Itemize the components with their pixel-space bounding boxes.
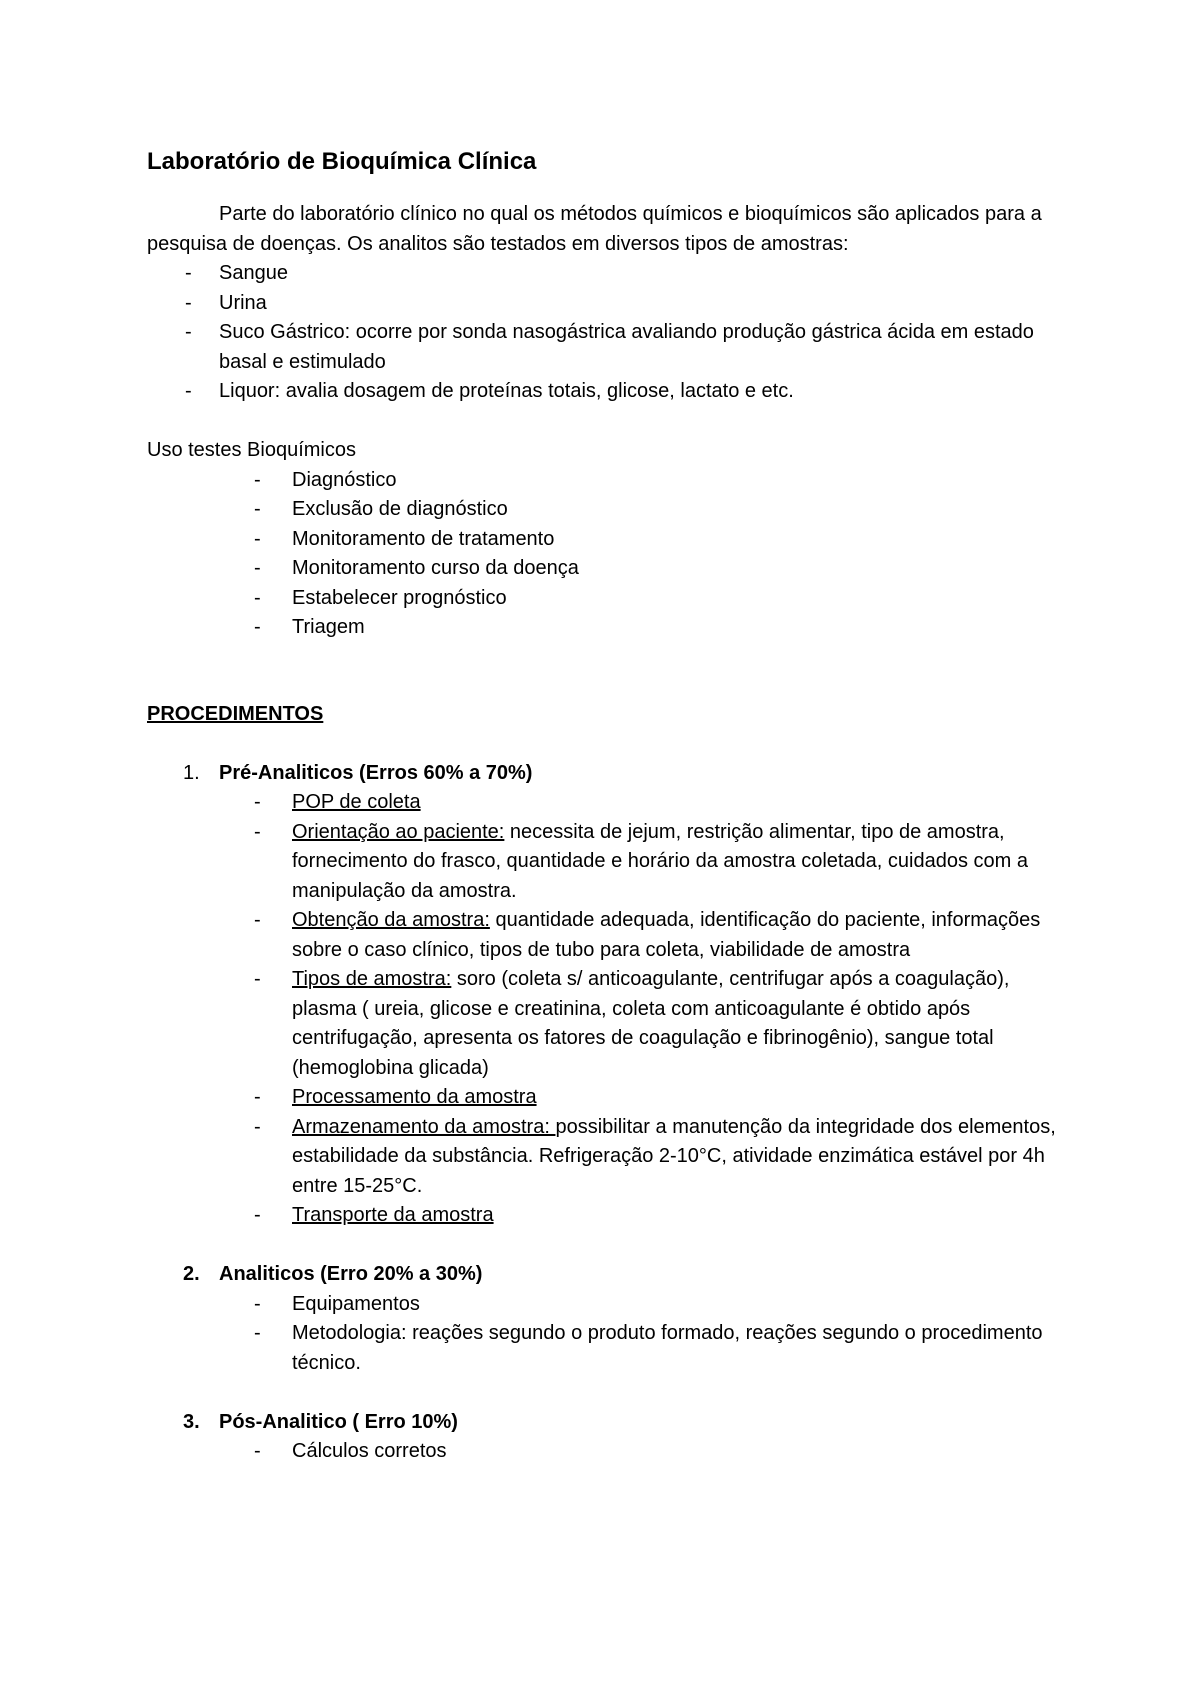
item-label: Transporte da amostra <box>292 1204 494 1226</box>
section-number: 1. <box>183 761 200 784</box>
uses-list <box>147 466 1077 643</box>
item-label: Orientação ao paciente: <box>292 820 505 843</box>
spacer <box>147 729 1077 759</box>
list-item: - Diagnóstico <box>147 466 1077 496</box>
list-item <box>147 1083 1077 1113</box>
list-item: - Triagem <box>147 613 1077 643</box>
section-title: Analiticos (Erro 20% a 30%) <box>219 1263 483 1285</box>
item-label: Processamento da amostra <box>292 1086 537 1108</box>
item-text: quantidade adequada, identificação do paciente, informações sobre o caso clínico, tipos de tubo para coleta, viabilidade de amostra <box>292 909 1041 961</box>
item-label: Obtenção da amostra: <box>292 909 490 931</box>
uses-heading: Uso testes Bioquímicos <box>147 439 356 461</box>
document-body <box>147 146 1077 1467</box>
list-item: - Urina <box>147 289 1077 319</box>
item-label: Tipos de amostra: <box>292 968 452 990</box>
sample-types-list <box>147 259 1077 407</box>
list-item: - Monitoramento curso da doença <box>147 554 1077 584</box>
item-label: POP de coleta <box>292 791 421 813</box>
section-title: Pós-Analitico ( Erro 10%) <box>219 1410 458 1433</box>
list-item: - Equipamentos <box>147 1290 1077 1320</box>
list-item: - Liquor: avalia dosagem de proteínas totais, glicose, lactato e etc. <box>147 377 1077 407</box>
spacer <box>147 643 1077 700</box>
list-item <box>147 906 1077 965</box>
spacer <box>147 1378 1077 1408</box>
section-number: 3. <box>183 1410 200 1433</box>
item-text: necessita de jejum, restrição alimentar, tipo de amostra, fornecimento do frasco, quantidade e horário da amostra coletada, cuidados com a manipulação da amostra. <box>292 820 1028 902</box>
spacer <box>147 407 1077 437</box>
section-number: 2. <box>183 1263 200 1285</box>
list-item: - Sangue <box>147 259 1077 289</box>
analytic-heading <box>147 1260 1077 1290</box>
list-item: - Metodologia: reações segundo o produto formado, reações segundo o procedimento técnico. <box>147 1319 1077 1378</box>
list-item: - Exclusão de diagnóstico <box>147 495 1077 525</box>
list-item <box>147 965 1077 1083</box>
list-item: - Cálculos corretos <box>147 1437 1077 1467</box>
intro-paragraph: Parte do laboratório clínico no qual os métodos químicos e bioquímicos são aplicados para a pesquisa de doenças. Os analitos são testados em diversos tipos de amostras: <box>147 203 1042 255</box>
item-text: soro (coleta s/ anticoagulante, centrifugar após a coagulação), plasma ( ureia, glicose e creatinina, coleta com anticoagulante é obtido após centrifugação, apresenta os fatores de coagulação e fibrinogênio), sangue total (hemoglobina glicada) <box>292 968 1010 1079</box>
list-item <box>147 788 1077 818</box>
page-title: Laboratório de Bioquímica Clínica <box>147 148 537 175</box>
post-analytic-heading <box>147 1408 1077 1438</box>
list-item <box>147 818 1077 907</box>
item-label: Armazenamento da amostra: <box>292 1115 556 1138</box>
item-text: possibilitar a manutenção da integridade dos elementos, estabilidade da substância. Refrigeração 2-10°C, atividade enzimática estável por 4h entre 15-25°C. <box>292 1115 1056 1197</box>
list-item <box>147 1113 1077 1202</box>
list-item: - Monitoramento de tratamento <box>147 525 1077 555</box>
analytic-list <box>147 1290 1077 1379</box>
procedures-heading: PROCEDIMENTOS <box>147 702 324 725</box>
post-analytic-list <box>147 1437 1077 1467</box>
list-item: - Estabelecer prognóstico <box>147 584 1077 614</box>
pre-analytic-list <box>147 788 1077 1231</box>
section-title: Pré-Analiticos (Erros 60% a 70%) <box>219 761 533 784</box>
spacer <box>147 1231 1077 1261</box>
list-item: - Suco Gástrico: ocorre por sonda nasogástrica avaliando produção gástrica ácida em estado basal e estimulado <box>147 318 1077 377</box>
list-item <box>147 1201 1077 1231</box>
pre-analytic-heading <box>147 759 1077 789</box>
